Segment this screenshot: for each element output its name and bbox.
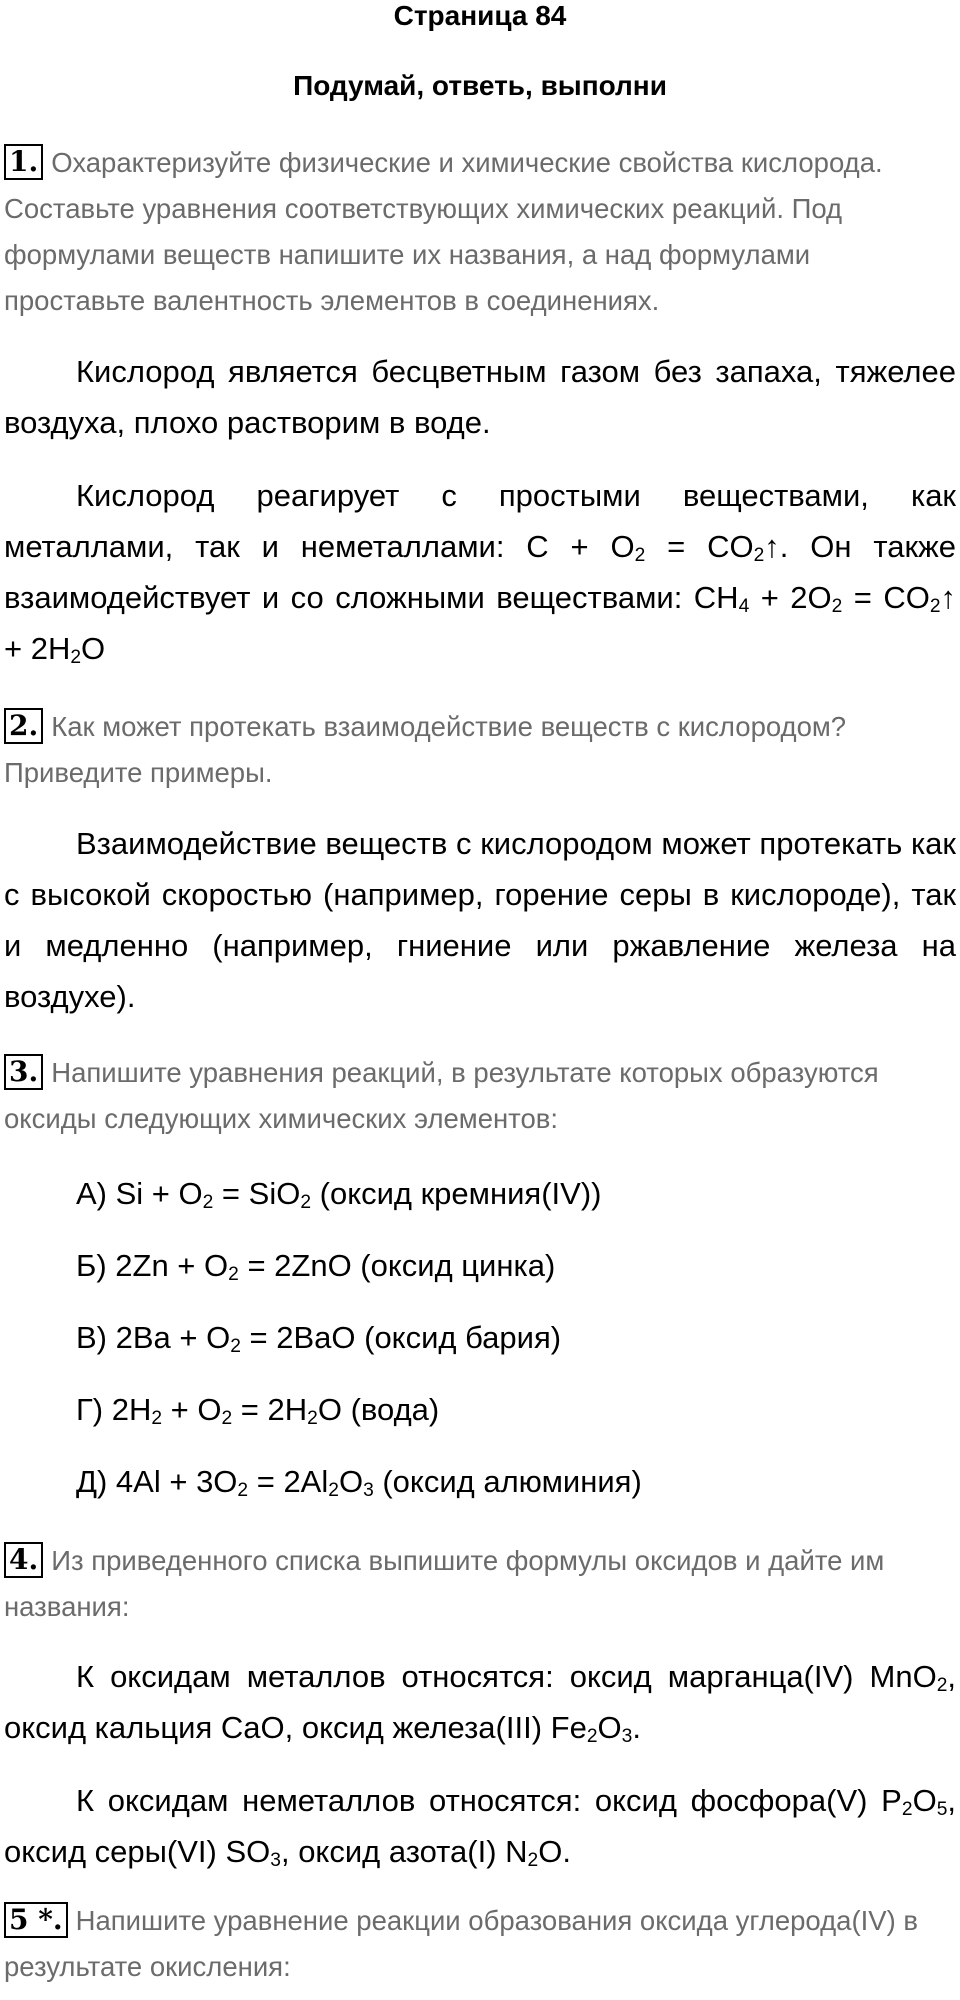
task-4-question-text: Из приведенного списка выпишите формулы оксидов и дайте им названия: (4, 1545, 885, 1622)
task-1-question (4, 140, 956, 324)
page-title: Страница 84 (393, 0, 567, 31)
task-4-number: 4. (4, 1542, 43, 1578)
task-4-nonmetal-oxides: К оксидам неметаллов относятся: оксид фосфора(V) $P_2O_5$, оксид серы(VI) $SO_3$, оксид азота(I) $N_2O$. (4, 1783, 956, 1872)
task-2-number: 2. (4, 708, 43, 744)
task-3-reaction-d: Д) $4Al + 3O_2 = 2Al_2O_3$ (оксид алюминия) (76, 1464, 642, 1502)
task-2-question-text: Как может протекать взаимодействие веществ с кислородом? Приведите примеры. (4, 711, 847, 788)
task-3-reaction-v: В) $2Ba + O_2 = 2BaO$ (оксид бария) (76, 1320, 562, 1358)
task-1-answer-chemical: Кислород реагирует с простыми веществами, как металлами, так и неметаллами: $С + O_2$ = $CO_2↑$. Он также взаимодействует и со сложными веществами: $CH_4 + 2O_2$ = $CO_2↑ + 2H_2O$ (4, 478, 957, 669)
task-3-question (4, 1050, 956, 1142)
task-2-question (4, 704, 956, 796)
task-2-answer: Взаимодействие веществ с кислородом может протекать как с высокой скоростью (например, горение серы в кислороде), так и медленно (например, гниение или ржавление железа на воздухе). (4, 826, 956, 1014)
task-3-reaction-b: Б) $2Zn + O_2 = 2ZnO$ (оксид цинка) (76, 1248, 556, 1286)
task-4-question (4, 1538, 956, 1630)
task-1-question-text: Охарактеризуйте физические и химические свойства кислорода. Составьте уравнения соответствующих химических реакций. Под формулами веществ напишите их названия, а над формулами проставьте валентность элементов в соединениях. (4, 147, 883, 316)
task-3-number: 3. (4, 1054, 43, 1090)
task-3-reaction-a: А) $Si + O_2 = SiO_2$ (оксид кремния(IV)) (76, 1176, 602, 1214)
task-5-question-text: Напишите уравнение реакции образования оксида углерода(IV) в результате окисления: (4, 1905, 919, 1982)
task-5-question (4, 1898, 956, 1990)
section-title: Подумай, ответь, выполни (293, 70, 667, 101)
task-1-number: 1. (4, 144, 43, 180)
task-3-reaction-g: Г) $2H_2 + O_2 = 2H_2O$ (вода) (76, 1392, 440, 1430)
task-1-answer-physical: Кислород является бесцветным газом без запаха, тяжелее воздуха, плохо растворим в воде. (4, 354, 956, 440)
task-3-question-text: Напишите уравнения реакций, в результате которых образуются оксиды следующих химических элементов: (4, 1057, 879, 1134)
task-4-metal-oxides: К оксидам металлов относятся: оксид марганца(IV) MnO$_2$, оксид кальция CaO, оксид железа(III) $Fe_2O_3$. (4, 1659, 956, 1748)
task-5-number: 5 *. (4, 1902, 68, 1938)
